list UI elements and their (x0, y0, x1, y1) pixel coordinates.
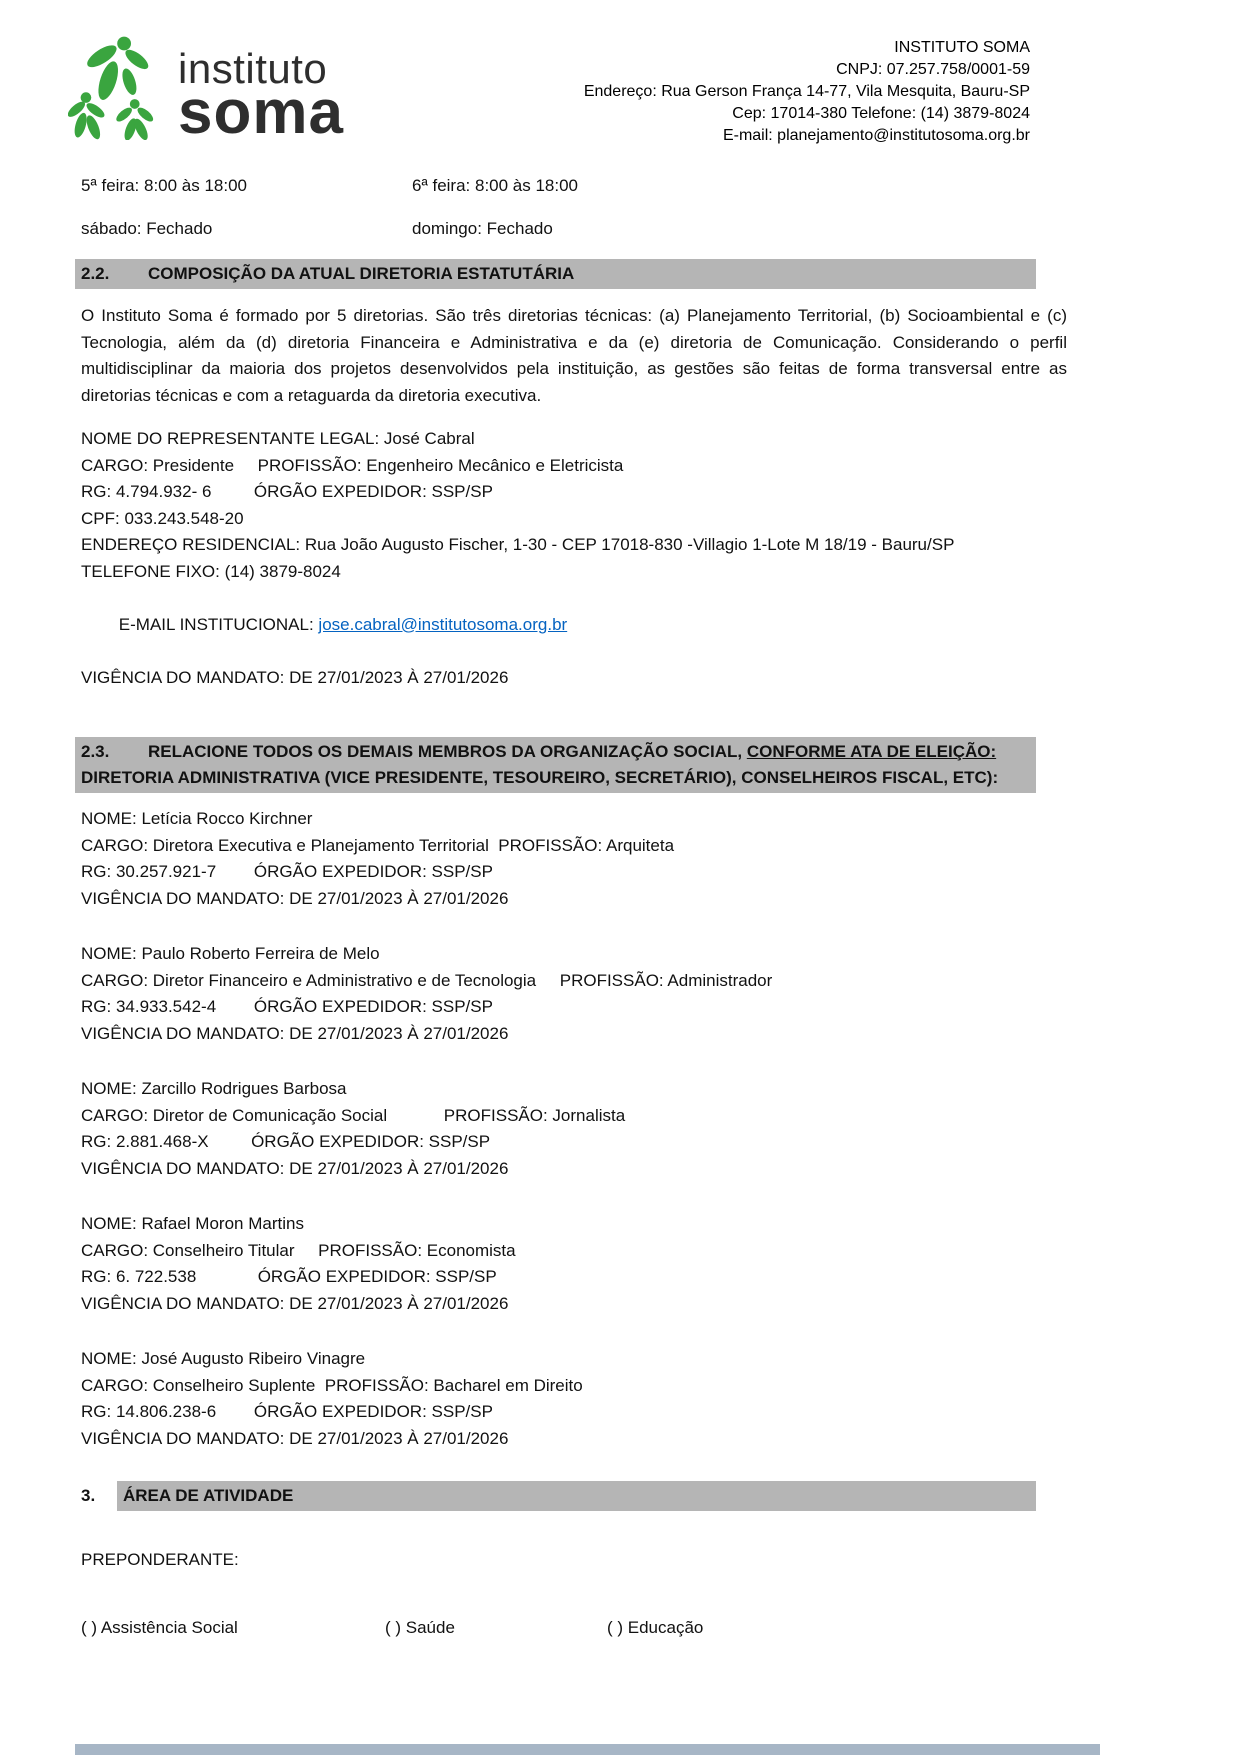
member-block-paulo (81, 941, 1067, 1047)
member-name-line: NOME: Letícia Rocco Kirchner (81, 809, 313, 828)
rep-mandate-line: VIGÊNCIA DO MANDATO: DE 27/01/2023 À 27/01/2026 (81, 667, 509, 687)
member-rg-line: RG: 2.881.468-X ÓRGÃO EXPEDIDOR: SSP/SP (81, 1132, 491, 1151)
document-content (81, 0, 1067, 1641)
member-cargo-line: CARGO: Diretora Executiva e Planejamento Territorial PROFISSÃO: Arquiteta (81, 835, 675, 855)
org-name: INSTITUTO SOMA (894, 39, 1030, 56)
member-cargo-line: CARGO: Conselheiro Suplente PROFISSÃO: Bacharel em Direito (81, 1375, 583, 1395)
org-cnpj: CNPJ: 07.257.758/0001-59 (836, 61, 1030, 78)
member-cargo-line: CARGO: Diretor de Comunicação Social PROFISSÃO: Jornalista (81, 1105, 626, 1125)
member-rg-line: RG: 6. 722.538 ÓRGÃO EXPEDIDOR: SSP/SP (81, 1267, 497, 1286)
rep-email-line (81, 585, 1067, 665)
rep-name-line: NOME DO REPRESENTANTE LEGAL: José Cabral (81, 429, 475, 448)
opening-hours (81, 173, 1067, 242)
org-address: Endereço: Rua Gerson França 14-77, Vila Mesquita, Bauru-SP (583, 83, 1030, 100)
member-name-line: NOME: Paulo Roberto Ferreira de Melo (81, 944, 380, 963)
checkbox-option-assistencia-social[interactable]: ( ) Assistência Social (81, 1618, 238, 1637)
org-cep-phone: Cep: 17014-380 Telefone: (14) 3879-8024 (732, 105, 1030, 122)
org-info-block (584, 34, 1030, 147)
rep-phone-line: TELEFONE FIXO: (14) 3879-8024 (81, 561, 341, 581)
next-section-bar-partial (75, 1744, 1100, 1755)
member-rg-line: RG: 34.933.542-4 ÓRGÃO EXPEDIDOR: SSP/SP (81, 997, 493, 1016)
schedule-row-weekend (81, 216, 1067, 242)
activity-options-row (81, 1615, 1067, 1641)
rep-address-line: ENDEREÇO RESIDENCIAL: Rua João Augusto Fischer, 1-30 - CEP 17018-830 -Villagio 1-Lote M 18/19 - Bauru/SP (81, 535, 955, 554)
member-name-line: NOME: José Augusto Ribeiro Vinagre (81, 1349, 366, 1368)
document-header (81, 0, 1067, 147)
checkbox-option-educacao[interactable]: ( ) Educação (607, 1618, 704, 1637)
member-cargo-line: CARGO: Conselheiro Titular PROFISSÃO: Economista (81, 1240, 516, 1260)
section-2-3-title-line2: DIRETORIA ADMINISTRATIVA (VICE PRESIDENTE, TESOUREIRO, SECRETÁRIO), CONSELHEIROS FISCAL, ETC): (81, 768, 999, 787)
members-list (81, 806, 1067, 1452)
legal-representative-block (81, 426, 1067, 691)
section-2-3-title-line1 (81, 739, 1030, 765)
rep-cpf-line: CPF: 033.243.548-20 (81, 508, 244, 528)
section-2-3-number: 2.3. (81, 742, 110, 761)
preponderante-label: PREPONDERANTE: (81, 1550, 239, 1569)
logo-word-soma: soma (178, 78, 344, 147)
section-3-number: 3. (81, 1486, 96, 1505)
checkbox-option-saude[interactable]: ( ) Saúde (385, 1618, 455, 1637)
member-cargo-line: CARGO: Diretor Financeiro e Administrativo e de Tecnologia PROFISSÃO: Administrador (81, 970, 773, 990)
section-3-heading (81, 1481, 1067, 1511)
member-name-line: NOME: Rafael Moron Martins (81, 1214, 304, 1233)
member-block-jose-augusto (81, 1346, 1067, 1452)
schedule-friday: 6ª feira: 8:00 às 18:00 (412, 176, 579, 195)
rep-email-label: E-MAIL INSTITUCIONAL: (118, 614, 319, 634)
schedule-row-weekdays (81, 173, 1067, 199)
instituto-soma-logo (68, 34, 344, 147)
schedule-saturday: sábado: Fechado (81, 219, 213, 238)
section-2-2-title: COMPOSIÇÃO DA ATUAL DIRETORIA ESTATUTÁRIA (148, 264, 575, 283)
logo-leaves-icon (68, 34, 176, 140)
member-mandate-line: VIGÊNCIA DO MANDATO: DE 27/01/2023 À 27/01/2026 (81, 1023, 509, 1043)
member-mandate-line: VIGÊNCIA DO MANDATO: DE 27/01/2023 À 27/01/2026 (81, 1158, 509, 1178)
rep-cargo-line: CARGO: Presidente PROFISSÃO: Engenheiro Mecânico e Eletricista (81, 455, 624, 475)
member-block-zarcillo (81, 1076, 1067, 1182)
logo-wordmark (178, 45, 344, 147)
schedule-thursday: 5ª feira: 8:00 às 18:00 (81, 176, 248, 195)
section-2-2-paragraph: O Instituto Soma é formado por 5 diretorias. São três diretorias técnicas: (a) Planejamento Territorial, (b) Socioambiental e (c) Tecnologia, além da (d) diretoria Financeira e Administrativa e da (e) diretoria de Comunicação. Considerando o perfil multidisciplinar da maioria dos projetos desenvolvidos pela instituição, as gestões são feitas de forma transversal entre as diretorias técnicas e com a retaguarda da diretoria executiva. (81, 306, 1067, 405)
member-name-line: NOME: Zarcillo Rodrigues Barbosa (81, 1079, 347, 1098)
section-2-3-heading (75, 737, 1036, 793)
member-mandate-line: VIGÊNCIA DO MANDATO: DE 27/01/2023 À 27/01/2026 (81, 888, 509, 908)
schedule-sunday: domingo: Fechado (412, 219, 553, 238)
rep-email-link[interactable]: jose.cabral@institutosoma.org.br (318, 614, 568, 634)
org-email: E-mail: planejamento@institutosoma.org.br (722, 127, 1030, 144)
section-2-3-title-text: RELACIONE TODOS OS DEMAIS MEMBROS DA ORGANIZAÇÃO SOCIAL, (148, 742, 747, 761)
logo-word-instituto: instituto (178, 45, 328, 92)
rep-rg-line: RG: 4.794.932- 6 ÓRGÃO EXPEDIDOR: SSP/SP (81, 482, 493, 501)
member-mandate-line: VIGÊNCIA DO MANDATO: DE 27/01/2023 À 27/01/2026 (81, 1428, 509, 1448)
member-block-leticia (81, 806, 1067, 912)
section-3-title: ÁREA DE ATIVIDADE (117, 1481, 1036, 1511)
member-block-rafael (81, 1211, 1067, 1317)
section-2-2-number: 2.2. (81, 264, 110, 283)
section-2-2-heading (75, 259, 1036, 289)
member-rg-line: RG: 14.806.238-6 ÓRGÃO EXPEDIDOR: SSP/SP (81, 1402, 493, 1421)
member-mandate-line: VIGÊNCIA DO MANDATO: DE 27/01/2023 À 27/01/2026 (81, 1293, 509, 1313)
member-rg-line: RG: 30.257.921-7 ÓRGÃO EXPEDIDOR: SSP/SP (81, 862, 493, 881)
section-2-3-title-underlined: CONFORME ATA DE ELEIÇÃO: (746, 742, 997, 761)
